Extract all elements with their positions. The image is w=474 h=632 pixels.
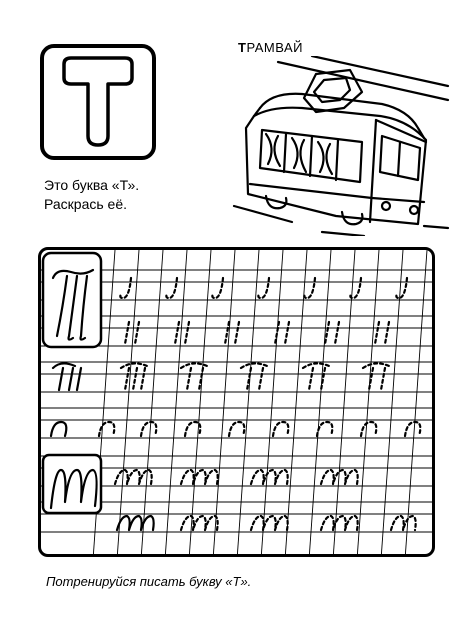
practice-instruction: Потренируйся писать букву «Т». bbox=[46, 574, 252, 589]
practice-lines bbox=[41, 250, 435, 557]
caption-line-2: Раскрась её. bbox=[44, 196, 128, 212]
caption-line-1: Это буква «Т». bbox=[44, 177, 140, 193]
letter-t-outline bbox=[44, 48, 152, 156]
handwriting-practice-sheet bbox=[38, 247, 435, 557]
letter-card bbox=[40, 44, 156, 160]
tram-title-initial: Т bbox=[238, 40, 247, 55]
tram-title bbox=[238, 40, 303, 55]
tram-title-rest: РАМВАЙ bbox=[246, 40, 304, 55]
tram-illustration bbox=[232, 56, 450, 236]
letter-caption bbox=[44, 176, 139, 214]
